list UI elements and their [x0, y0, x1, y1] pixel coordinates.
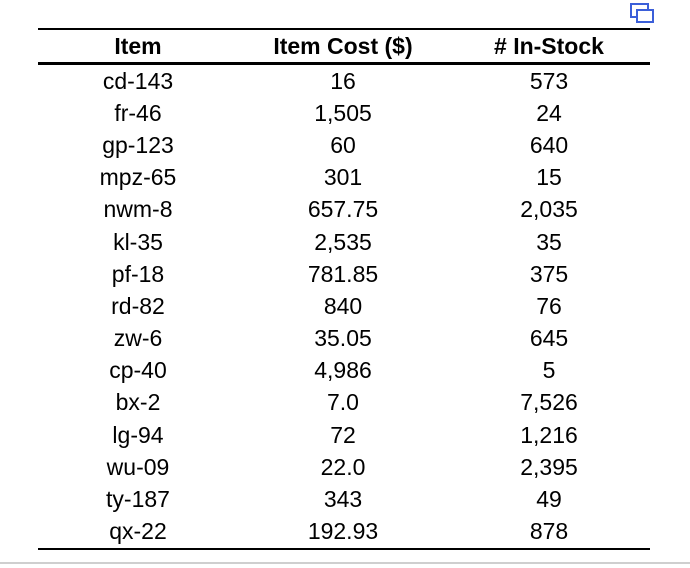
- cell-item-cost: 4,986: [314, 357, 372, 384]
- cell-in-stock: 878: [448, 516, 650, 549]
- inventory-table: [38, 28, 650, 550]
- cell-item: ty-187: [106, 486, 170, 513]
- cell-in-stock: 1,216: [520, 421, 578, 448]
- table-row: [38, 97, 650, 129]
- cell-item: cd-143: [102, 67, 174, 94]
- table-row: [38, 451, 650, 483]
- cell-in-stock: 640: [529, 131, 569, 158]
- cell-item: qx-22: [38, 516, 238, 549]
- cell-item-cost: 192.93: [238, 516, 448, 549]
- table-row: [38, 258, 650, 290]
- cell-item-cost: 16: [330, 67, 356, 94]
- cell-item: kl-35: [113, 228, 163, 255]
- table-row: [38, 194, 650, 226]
- cell-item: pf-18: [111, 260, 165, 287]
- cell-item-cost: 657.75: [307, 196, 379, 223]
- table-body: [38, 64, 650, 549]
- cell-in-stock: 49: [536, 486, 562, 513]
- cell-item: bx-2: [115, 389, 161, 416]
- cell-in-stock: 645: [529, 325, 569, 352]
- table-row: [38, 323, 650, 355]
- cell-item-cost: 2,535: [314, 228, 372, 255]
- cell-item-cost: 72: [330, 421, 356, 448]
- cell-item-cost: 781.85: [307, 260, 379, 287]
- cell-in-stock: 375: [529, 260, 569, 287]
- cell-item: wu-09: [106, 453, 170, 480]
- header-in-stock: # In-Stock: [448, 29, 650, 64]
- header-row: [38, 29, 650, 64]
- table-row: [38, 516, 650, 549]
- cell-in-stock: 76: [536, 292, 562, 319]
- cell-item: mpz-65: [99, 164, 177, 191]
- cell-item-cost: 7.0: [327, 389, 359, 416]
- header-item: Item: [38, 29, 238, 64]
- cell-in-stock: 24: [536, 99, 562, 126]
- cell-item-cost: 60: [330, 131, 356, 158]
- table-row: [38, 355, 650, 387]
- cell-item: lg-94: [112, 421, 164, 448]
- cell-item-cost: 35.05: [314, 325, 372, 352]
- table-row: [38, 419, 650, 451]
- cell-item-cost: 301: [323, 164, 363, 191]
- cell-item-cost: 343: [323, 486, 363, 513]
- cell-item-cost: 840: [323, 292, 363, 319]
- inventory-table-container: [38, 28, 650, 550]
- copy-icon[interactable]: [628, 0, 656, 26]
- table-row: [38, 129, 650, 161]
- table-row: [38, 226, 650, 258]
- cell-in-stock: 573: [529, 67, 569, 94]
- cell-item: cp-40: [109, 357, 167, 384]
- table-row: [38, 483, 650, 515]
- cell-item: nwm-8: [103, 196, 173, 223]
- cell-in-stock: 15: [536, 164, 562, 191]
- cell-in-stock: 2,035: [520, 196, 578, 223]
- header-item-cost: Item Cost ($): [238, 29, 448, 64]
- table-row: [38, 64, 650, 98]
- cell-item: gp-123: [102, 131, 174, 158]
- page-divider: [0, 562, 690, 564]
- cell-item: zw-6: [113, 325, 163, 352]
- table-header: [38, 29, 650, 64]
- cell-in-stock: 7,526: [520, 389, 578, 416]
- cell-in-stock: 5: [542, 357, 556, 384]
- table-row: [38, 387, 650, 419]
- cell-in-stock: 35: [536, 228, 562, 255]
- cell-item: rd-82: [111, 292, 165, 319]
- cell-item: fr-46: [114, 99, 162, 126]
- table-row: [38, 290, 650, 322]
- cell-in-stock: 2,395: [520, 453, 578, 480]
- cell-item-cost: 1,505: [314, 99, 372, 126]
- table-row: [38, 162, 650, 194]
- cell-item-cost: 22.0: [320, 453, 366, 480]
